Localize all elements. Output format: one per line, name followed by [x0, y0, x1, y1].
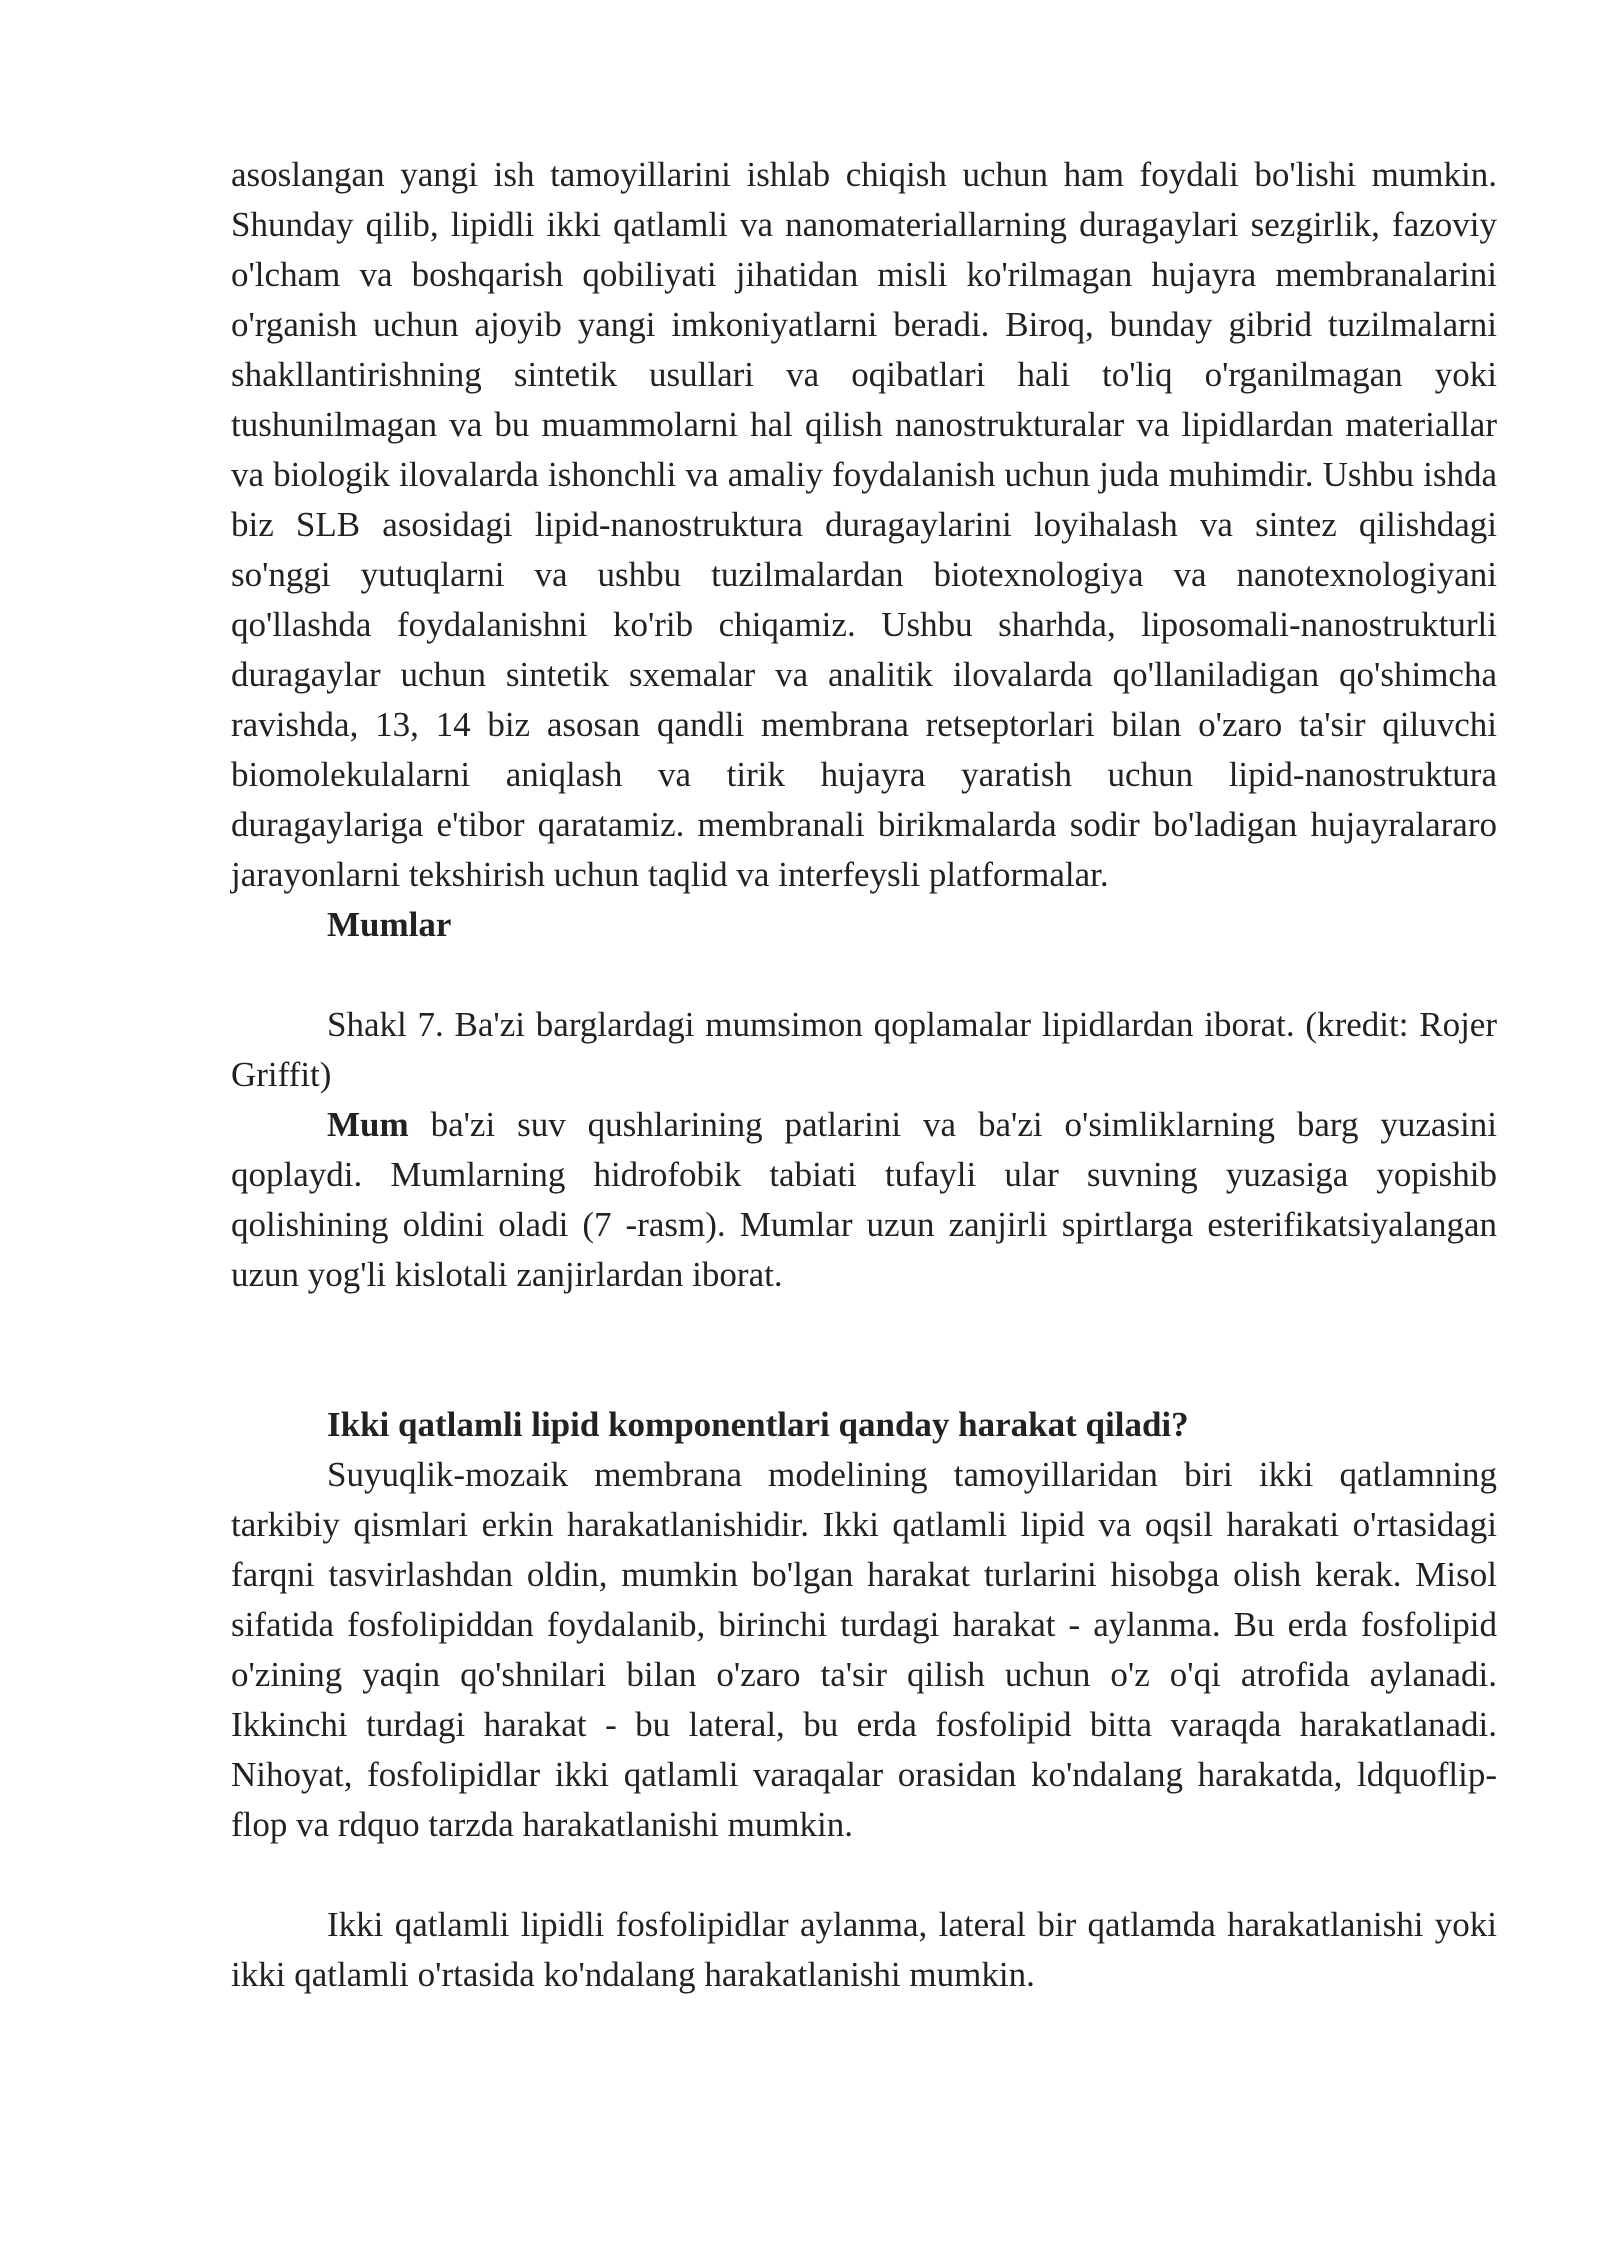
section-heading-movement: Ikki qatlamli lipid komponentlari qanday harakat qiladi? [327, 1405, 1189, 1444]
document-page [231, 150, 1497, 2000]
figure-caption: Shakl 7. Ba'zi barglardagi mumsimon qoplamalar lipidlardan iborat. (kredit: Rojer Griffit) [231, 1005, 1497, 1094]
paragraph-gap [231, 1850, 1497, 1900]
intro-paragraph: asoslangan yangi ish tamoyillarini ishlab chiqish uchun ham foydali bo'lishi mumkin. Shunday qilib, lipidli ikki qatlamli va nanomateriallarning duragaylari sezgirlik, fazoviy o'lcham va boshqarish qobiliyati jihatidan misli ko'rilmagan hujayra membranalarini o'rganish uchun ajoyib yangi imkoniyatlarni beradi. Biroq, bunday gibrid tuzilmalarni shakllantirishning sintetik usullari va oqibatlari hali to'liq o'rganilmagan yoki tushunilmagan va bu muammolarni hal qilish nanostrukturalar va lipidlardan materiallar va biologik ilovalarda ishonchli va amaliy foydalanish uchun juda muhimdir. Ushbu ishda biz SLB asosidagi lipid-nanostruktura duragaylarini loyihalash va sintez qilishdagi so'nggi yutuqlarni va ushbu tuzilmalardan biotexnologiya va nanotexnologiyani qo'llashda foydalanishni ko'rib chiqamiz. Ushbu sharhda, liposomali-nanostrukturli duragaylar uchun sintetik sxemalar va analitik ilovalarda qo'llaniladigan qo'shimcha ravishda, 13, 14 biz asosan qandli membrana retseptorlari bilan o'zaro ta'sir qiluvchi biomolekulalarni aniqlash va tirik hujayra yaratish uchun lipid-nanostruktura duragaylariga e'tibor qaratamiz. membranali birikmalarda sodir bo'ladigan hujayralararo jarayonlarni tekshirish uchun taqlid va interfeysli platformalar. [231, 155, 1497, 894]
movement-summary: Ikki qatlamli lipidli fosfolipidlar aylanma, lateral bir qatlamda harakatlanishi yoki ikki qatlamli o'rtasida ko'ndalang harakatlanishi mumkin. [231, 1905, 1497, 1994]
movement-paragraph: Suyuqlik-mozaik membrana modelining tamoyillaridan biri ikki qatlamning tarkibiy qismlari erkin harakatlanishidir. Ikki qatlamli lipid va oqsil harakati o'rtasidagi farqni tasvirlashdan oldin, mumkin bo'lgan harakat turlarini hisobga olish kerak. Misol sifatida fosfolipiddan foydalanib, birinchi turdagi harakat - aylanma. Bu erda fosfolipid o'zining yaqin qo'shnilari bilan o'zaro ta'sir qilish uchun o'z o'qi atrofida aylanadi. Ikkinchi turdagi harakat - bu lateral, bu erda fosfolipid bitta varaqda harakatlanadi. Nihoyat, fosfolipidlar ikki qatlamli varaqalar orasidan ko'ndalang harakatda, ldquoflip-flop va rdquo tarzda harakatlanishi mumkin. [231, 1455, 1497, 1844]
figure-placeholder-gap [231, 950, 1497, 1000]
waxes-paragraph [231, 1100, 1497, 1300]
section-gap [231, 1300, 1497, 1400]
section-heading-waxes: Mumlar [327, 905, 452, 944]
waxes-paragraph-text: ba'zi suv qushlarining patlarini va ba'zi o'simliklarning barg yuzasini qoplaydi. Mumlarning hidrofobik tabiati tufayli ular suvning yuzasiga yopishib qolishining oldini oladi (7 -rasm). Mumlar uzun zanjirli spirtlarga esterifikatsiyalangan uzun yog'li kislotali zanjirlardan iborat. [231, 1105, 1497, 1294]
term-mum: Mum [327, 1105, 409, 1144]
